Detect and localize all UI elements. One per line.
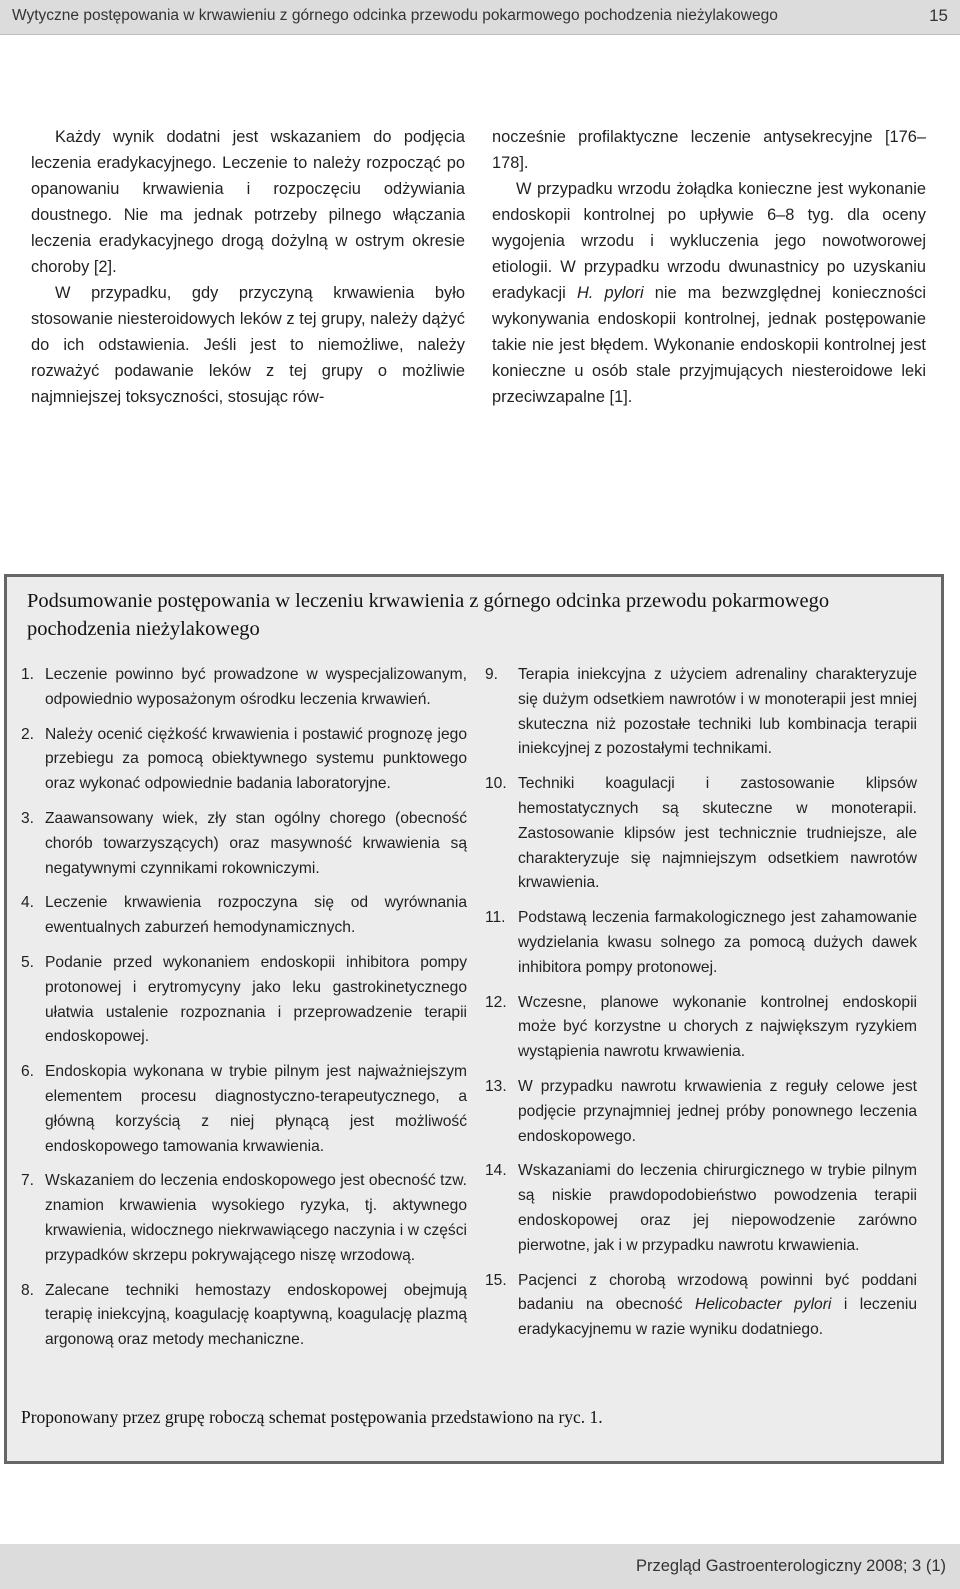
italic-term: H. pylori [576,284,644,302]
item-text: Leczenie krwawienia rozpoczyna się od wyrównania ewentualnych zaburzeń hemodynamicznych. [45,894,467,937]
item-text: Wskazaniami do leczenia chirurgicznego w trybie pilnym są niskie prawdopodobieństwo powodzenia terapii endoskopowej oraz jej niepowodzenie zarówno pierwotne, jak i w przypadku nawrotu krwawienia. [518,1162,917,1254]
list-item [485,772,917,896]
summary-title: Podsumowanie postępowania w leczeniu krwawienia z górnego odcinka przewodu pokarmowego pochodzenia nieżylakowego [27,590,830,640]
item-number: 2. [21,725,35,743]
list-item [21,891,467,941]
item-text: Zaawansowany wiek, zły stan ogólny chorego (obecność chorób towarzyszących) oraz masywność krwawienia są negatywnymi czynnikami rokowniczymi. [45,809,467,877]
list-item [21,1060,467,1159]
item-number: 4. [21,894,35,912]
item-text: Endoskopia wykonana w trybie pilnym jest najważniejszym elementem procesu diagnostyczno-terapeutycznego, a główną korzyścią z niej płynącą jest możliwość endoskopowego tamowania krwawienia. [45,1063,467,1155]
item-text: i leczeniu eradykacyjnemu w razie wyniku dodatniego. [518,1296,917,1339]
item-number: 15. [485,1271,507,1289]
item-text: W przypadku nawrotu krwawienia z reguły celowe jest podjęcie przynajmniej jednej próby ponownego leczenia endoskopowego. [518,1077,917,1145]
list-item [485,906,917,980]
right-text-column [492,124,926,410]
item-number: 12. [485,993,507,1011]
list-item [21,663,467,713]
paragraph [492,176,926,410]
item-text: Należy ocenić ciężkość krwawienia i postawić prognozę jego przebiegu za pomocą obiektywnego systemu punktowego oraz wykonać odpowiednie badania laboratoryjne. [45,725,467,793]
summary-box [4,574,944,1464]
list-item [485,1075,917,1149]
item-text: Terapia iniekcyjna z użyciem adrenaliny charakteryzuje się dużym odsetkiem nawrotów i w monoterapii jest mniej skuteczna niż pozostałe techniki lub kombinacja terapii iniekcyjnej z pozostałymi technikami. [518,666,917,758]
item-number: 7. [21,1172,35,1190]
list-item [485,1269,917,1343]
journal-citation: Przegląd Gastroenterologiczny 2008; 3 (1) [635,1557,946,1575]
list-item [21,723,467,797]
running-footer [0,1544,960,1589]
item-text: Techniki koagulacji i zastosowanie klipsów hemostatycznych są skuteczne w monoterapii. Zastosowanie klipsów jest technicznie trudniejsze, ale charakteryzuje się najmniejszym odsetkiem nawrotów krwawienia. [518,775,917,892]
item-number: 3. [21,809,35,827]
item-text: Podstawą leczenia farmakologicznego jest zahamowanie wydzielania kwasu solnego za pomocą dużych dawek inhibitora pompy protonowej. [518,909,917,976]
paragraph-text: nie ma bezwzględnej konieczności wykonywania endoskopii kontrolnej, jednak postępowanie takie nie jest błędem. Wykonanie endoskopii kontrolnej jest konieczne u osób stale przyjmujących niesteroidowe leki przeciwzapalne [1]. [492,284,926,406]
summary-list-left [21,663,467,1363]
list-item [21,1279,467,1353]
item-text: Wczesne, planowe wykonanie kontrolnej endoskopii może być korzystne u chorych z największym ryzykiem wystąpienia nawrotu krwawienia. [518,993,917,1061]
paragraph-continuation: nocześnie profilaktyczne leczenie antysekrecyjne [176–178]. [492,128,926,172]
left-text-column [31,124,465,410]
item-number: 8. [21,1281,35,1299]
running-header [0,0,960,35]
item-number: 1. [21,666,35,683]
list-item [485,663,917,762]
paragraph: Każdy wynik dodatni jest wskazaniem do podjęcia leczenia eradykacyjnego. Leczenie to należy rozpocząć po opanowaniu krwawienia i rozpoczęciu odżywiania doustnego. Nie ma jednak potrzeby pilnego włączania leczenia eradykacyjnego drogą dożylną w ostrym okresie choroby [2]. [31,128,465,276]
summary-footer-note: Proponowany przez grupę roboczą schemat postępowania przedstawiono na ryc. 1. [21,1407,603,1427]
page-number: 15 [929,6,948,25]
item-number: 11. [485,909,506,927]
summary-list-right [485,663,917,1353]
item-text: Podanie przed wykonaniem endoskopii inhibitora pompy protonowej i erytromycyny jako leku gastrokinetycznego ułatwia ustalenie rozpoznania i przeprowadzenie terapii endoskopowej. [45,953,467,1046]
item-number: 5. [21,953,35,971]
italic-term: Helicobacter pylori [694,1296,832,1314]
item-text: Zalecane techniki hemostazy endoskopowej obejmują terapię iniekcyjną, koagulację koaptywną, koagulację plazmą argonową oraz metody mechaniczne. [45,1281,467,1349]
running-title: Wytyczne postępowania w krwawieniu z górnego odcinka przewodu pokarmowego pochodzenia nieżylakowego [12,7,778,24]
item-number: 9. [485,666,499,683]
list-item [485,991,917,1065]
list-item [485,1159,917,1258]
paragraph-text: W przypadku wrzodu żołądka konieczne jest wykonanie endoskopii kontrolnej po upływie 6–8 tyg. dla oceny wygojenia wrzodu i wykluczenia jego nowotworowej etiologii. W przypadku wrzodu dwunastnicy po uzyskaniu eradykacji [492,180,926,302]
item-number: 13. [485,1077,507,1095]
item-number: 14. [485,1162,507,1180]
item-text: Pacjenci z chorobą wrzodową powinni być poddani badaniu na obecność [518,1271,917,1314]
item-number: 10. [485,775,507,793]
list-item [21,807,467,881]
item-number: 6. [21,1063,35,1081]
list-item [21,1169,467,1268]
paragraph: W przypadku, gdy przyczyną krwawienia było stosowanie niesteroidowych leków z tej grupy, należy dążyć do ich odstawienia. Jeśli jest to niemożliwe, należy rozważyć podawanie leków z tej grupy o możliwie najmniejszej toksyczności, stosując rów- [31,284,465,406]
item-text: Leczenie powinno być prowadzone w wyspecjalizowanym, odpowiednio wyposażonym ośrodku leczenia krwawień. [45,666,467,708]
item-text: Wskazaniem do leczenia endoskopowego jest obecność tzw. znamion krwawienia wysokiego ryzyka, tj. aktywnego krwawienia, widocznego niekrwawiącego naczynia i w części przypadków skrzepu pokrywającego niszę wrzodową. [45,1172,467,1264]
list-item [21,951,467,1050]
